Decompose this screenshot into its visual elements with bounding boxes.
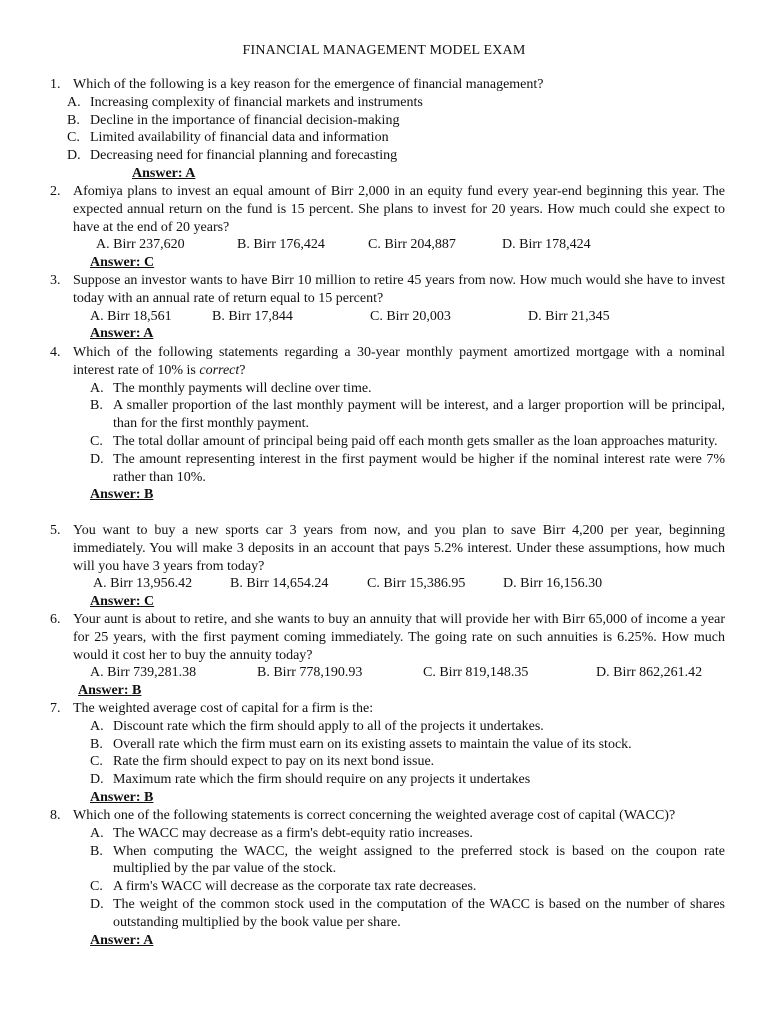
option-b: B. Birr 778,190.93	[257, 665, 363, 681]
question-7	[50, 700, 725, 807]
answer-label: Answer: A	[90, 326, 154, 342]
question-number: 2.	[50, 184, 61, 199]
question-text: Suppose an investor wants to have Birr 10 million to retire 45 years from now. How much would she have to invest today with an annual rate of return equal to 15 percent?	[73, 273, 725, 306]
option-b: B. Birr 17,844	[212, 308, 293, 324]
question-6	[50, 611, 725, 700]
option-b: B. When computing the WACC, the weight assigned to the preferred stock is based on the coupon rate multiplied by the par value of the stock.	[90, 843, 725, 877]
option-a: A. Discount rate which the firm should apply to all of the projects it undertakes.	[90, 718, 544, 734]
question-text: Which of the following is a key reason for the emergence of financial management?	[73, 77, 544, 92]
answer-label: Answer: B	[78, 683, 142, 699]
option-c: C. Birr 204,887	[368, 237, 456, 253]
option-c: C. Rate the firm should expect to pay on its next bond issue.	[90, 754, 435, 770]
question-1	[50, 76, 725, 183]
option-b: B. Decline in the importance of financial decision-making	[67, 112, 400, 128]
question-number: 6.	[50, 612, 61, 627]
question-8	[50, 807, 725, 949]
option-c: C. The total dollar amount of principal being paid off each month gets smaller as the loan approaches maturity.	[90, 433, 718, 449]
page-title: FINANCIAL MANAGEMENT MODEL EXAM	[242, 43, 526, 58]
question-text: Afomiya plans to invest an equal amount of Birr 2,000 in an equity fund every year-end beginning this year. The expected annual return on the fund is 15 percent. She plans to invest for 20 years. How much could she expect to have at the end of 20 years?	[73, 184, 725, 235]
answer-label: Answer: B	[90, 789, 154, 805]
question-number: 4.	[50, 345, 61, 360]
option-a: A. The WACC may decrease as a firm's debt-equity ratio increases.	[90, 825, 473, 841]
answer-label: Answer: A	[90, 932, 154, 948]
question-number: 3.	[50, 273, 61, 288]
option-d: D. Decreasing need for financial planning and forecasting	[67, 148, 398, 164]
question-text: The weighted average cost of capital for a firm is the:	[73, 701, 374, 716]
answer-label: Answer: A	[132, 165, 196, 181]
question-5	[50, 522, 725, 611]
option-a: A. Birr 13,956.42	[93, 576, 193, 592]
answer-label: Answer: B	[90, 487, 154, 503]
option-c: C. Birr 15,386.95	[367, 576, 466, 592]
options-row	[50, 664, 725, 682]
option-b: B. Birr 176,424	[237, 237, 325, 253]
option-d: D. Birr 862,261.42	[596, 665, 703, 681]
option-b: B. Birr 14,654.24	[230, 576, 329, 592]
option-d: D. Birr 21,345	[528, 308, 610, 324]
options-row	[50, 575, 725, 593]
option-d: D. Maximum rate which the firm should require on any projects it undertakes	[90, 772, 531, 788]
question-number: 5.	[50, 523, 61, 538]
options-row	[50, 236, 725, 254]
answer-label: Answer: C	[90, 594, 155, 610]
question-3	[50, 272, 725, 343]
option-d: D. The amount representing interest in the first payment would be higher if the nominal interest rate were 7% rather than 10%.	[90, 451, 725, 485]
option-a: A. Birr 18,561	[90, 308, 172, 324]
option-a: A. Birr 237,620	[96, 237, 185, 253]
option-d: D. Birr 178,424	[502, 237, 591, 253]
option-d: D. The weight of the common stock used in the computation of the WACC is based on the number of shares outstanding multiplied by the book value per share.	[90, 896, 725, 930]
option-c: C. A firm's WACC will decrease as the corporate tax rate decreases.	[90, 879, 477, 895]
answer-label: Answer: C	[90, 255, 155, 271]
option-b: B. Overall rate which the firm must earn on its existing assets to maintain the value of its stock.	[90, 736, 632, 752]
question-number: 1.	[50, 77, 61, 92]
question-number: 8.	[50, 808, 61, 823]
option-a: A. Birr 739,281.38	[90, 665, 197, 681]
question-text: You want to buy a new sports car 3 years from now, and you plan to save Birr 4,200 per year, beginning immediately. You will make 3 deposits in an account that pays 5.2% interest. Under these assumptions, how much will you have 3 years from today?	[73, 523, 725, 574]
option-c: C. Birr 20,003	[370, 308, 451, 324]
option-c: C. Limited availability of financial data and information	[67, 130, 389, 146]
option-a: A. Increasing complexity of financial markets and instruments	[67, 94, 423, 110]
question-text: Which of the following statements regarding a 30-year monthly payment amortized mortgage with a nominal interest rate of 10% is correct?	[73, 345, 725, 378]
question-4	[50, 344, 725, 504]
options-row	[50, 308, 725, 326]
option-a: A. The monthly payments will decline over time.	[90, 380, 372, 396]
option-d: D. Birr 16,156.30	[503, 576, 603, 592]
question-text: Your aunt is about to retire, and she wants to buy an annuity that will provide her with Birr 65,000 of income a year for 25 years, with the first payment coming immediately. The going rate on such annuities is 6.25%. How much would it cost her to buy the annuity today?	[73, 612, 725, 663]
option-b: B. A smaller proportion of the last monthly payment will be interest, and a larger proportion will be principal, than for the first monthly payment.	[90, 398, 725, 432]
option-c: C. Birr 819,148.35	[423, 665, 529, 681]
question-2	[50, 183, 725, 272]
question-text: Which one of the following statements is correct concerning the weighted average cost of capital (WACC)?	[73, 808, 676, 823]
question-number: 7.	[50, 701, 61, 716]
